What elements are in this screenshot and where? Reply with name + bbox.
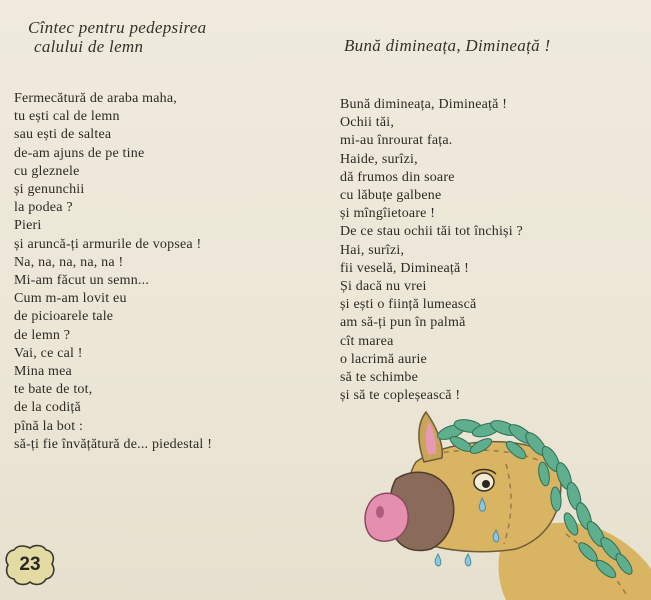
poem-line: de lemn ? <box>14 327 71 343</box>
page-number: 23 <box>19 554 41 575</box>
poem-line: și aruncă-ți armurile de vopsea ! <box>14 236 202 252</box>
right-poem-title: Bună dimineața, Dimineață ! <box>344 36 551 55</box>
poem-line: Cum m-am lovit eu <box>14 291 127 307</box>
poem-line: Hai, surîzi, <box>340 242 405 258</box>
poem-line: și mîngîietoare ! <box>340 206 436 222</box>
poem-line: și genunchii <box>14 182 85 198</box>
left-poem-body <box>14 90 212 454</box>
poem-line: pînă la bot : <box>14 418 84 434</box>
poem-line: tu ești cal de lemn <box>14 109 120 125</box>
poem-line: Mi-am făcut un semn... <box>14 273 150 289</box>
right-poem-body <box>340 96 523 405</box>
poem-line: și să te copleșească ! <box>340 388 461 404</box>
poem-line: De ce stau ochii tăi tot închiși ? <box>340 224 523 240</box>
left-poem-title-line-2: calului de lemn <box>34 37 144 56</box>
poem-line: Mina mea <box>14 364 72 380</box>
poem-line: Bună dimineața, Dimineață ! <box>340 97 508 112</box>
wooden-horse-illustration <box>356 404 651 600</box>
left-poem-title-line-1: Cîntec pentru pedepsirea <box>28 18 207 37</box>
poem-line: cu lăbuțe galbene <box>340 188 442 204</box>
poem-line: Fermecătură de araba maha, <box>14 91 177 106</box>
poem-line: sau ești de saltea <box>14 127 112 143</box>
poem-line: Și dacă nu vrei <box>340 279 427 295</box>
poem-line: o lacrimă aurie <box>340 351 427 367</box>
poem-line: să te schimbe <box>340 370 419 386</box>
poem-line: Vai, ce cal ! <box>14 345 83 361</box>
poem-line: mi-au înrourat fața. <box>340 133 453 149</box>
horse-nose <box>365 493 408 541</box>
poem-line: la podea ? <box>14 200 73 216</box>
left-poem-title <box>28 18 288 56</box>
poem-line: dă frumos din soare <box>340 169 455 185</box>
poem-line: cu gleznele <box>14 163 80 179</box>
poem-line: de picioarele tale <box>14 309 114 325</box>
poem-line: fii veselă, Dimineață ! <box>340 260 469 276</box>
poem-line: să-ți fie învățătură de... piedestal ! <box>14 436 213 452</box>
page-number-badge <box>4 542 56 588</box>
poem-line: Haide, surîzi, <box>340 151 418 167</box>
poem-line: de-am ajuns de pe tine <box>14 145 145 161</box>
poem-line: am să-ți pun în palmă <box>340 315 466 331</box>
poem-line: cît marea <box>340 333 394 349</box>
poem-line: Pieri <box>14 218 42 234</box>
poem-line: Ochii tăi, <box>340 115 395 131</box>
poem-line: și ești o ființă lumească <box>340 297 477 313</box>
poem-line: te bate de tot, <box>14 382 93 398</box>
poem-line: de la codiță <box>14 400 81 416</box>
poem-line: Na, na, na, na, na ! <box>14 254 124 270</box>
